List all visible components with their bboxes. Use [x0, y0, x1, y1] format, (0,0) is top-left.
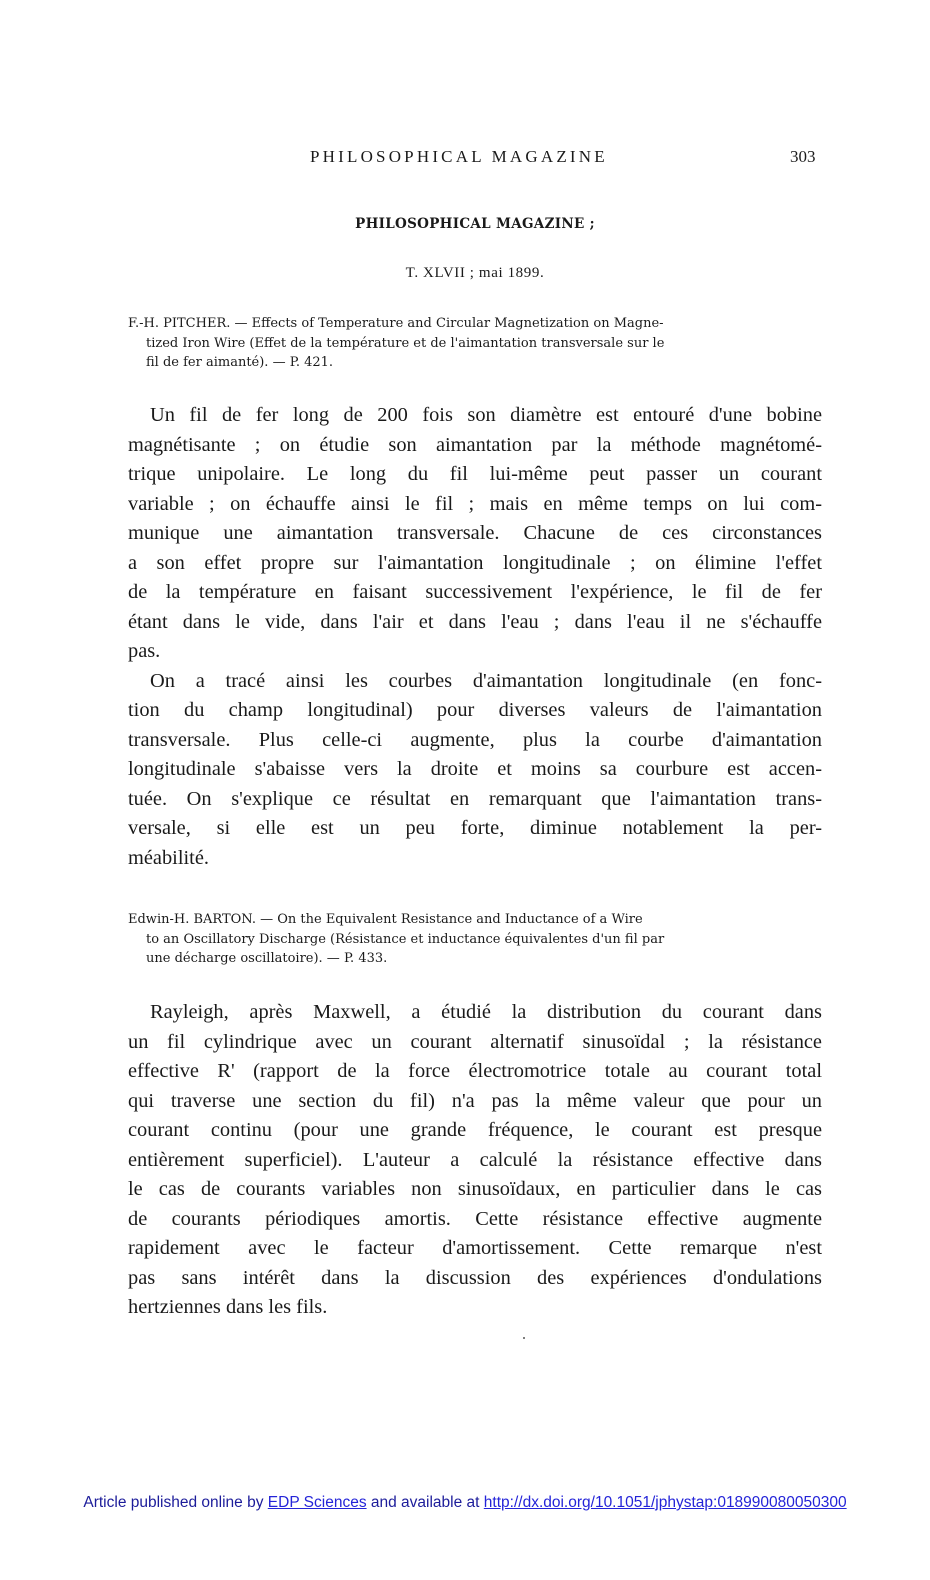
reference-line: to an Oscillatory Discharge (Résistance et inductance équivalentes d'un fil par [146, 931, 665, 947]
article-reference [128, 314, 822, 373]
body-line: versale, si elle est un peu forte, diminue notablement la per- [128, 817, 822, 839]
body-line: tuée. On s'explique ce résultat en remarquant que l'aimantation trans- [128, 787, 822, 810]
body-line: munique une aimantation transversale. Chacune de ces circonstances [128, 522, 822, 544]
body-line: Un fil de fer long de 200 fois son diamètre est entouré d'une bobine [150, 404, 822, 426]
reference-line: F.-H. PITCHER. — Effects of Temperature and Circular Magnetization on Magne- [128, 316, 664, 331]
body-line: a son effet propre sur l'aimantation longitudinale ; on élimine l'effet [128, 551, 822, 574]
body-line: tion du champ longitudinal) pour diverses valeurs de l'aimantation [128, 699, 822, 721]
reference-line: Edwin-H. BARTON. — On the Equivalent Resistance and Inductance of a Wire [128, 912, 643, 927]
body-line: trique unipolaire. Le long du fil lui-même peut passer un courant [128, 463, 822, 485]
doi-link[interactable]: http://dx.doi.org/10.1051/jphystap:018990080050300 [483, 1494, 847, 1511]
reference-line: une décharge oscillatoire). — P. 433. [146, 951, 388, 966]
body-line: le cas de courants variables non sinusoïdaux, en particulier dans le cas [128, 1178, 822, 1200]
reference-line: fil de fer aimanté). — P. 421. [146, 355, 334, 370]
body-line: courant continu (pour une grande fréquence, le courant est presque [128, 1119, 822, 1141]
footer-middle: and available at [370, 1494, 480, 1511]
publisher-link[interactable]: EDP Sciences [267, 1494, 367, 1511]
article-body [128, 998, 822, 1323]
body-line: entièrement superficiel). L'auteur a calculé la résistance effective dans [128, 1148, 822, 1171]
body-line: magnétisante ; on étudie son aimantation par la méthode magnétomé- [128, 433, 822, 456]
body-line: variable ; on échauffe ainsi le fil ; mais en même temps on lui com- [128, 492, 822, 515]
body-line: méabilité. [128, 846, 209, 869]
article-reference [128, 910, 822, 969]
body-line: hertziennes dans les fils. [128, 1296, 328, 1318]
body-line: qui traverse une section du fil) n'a pas la même valeur que pour un [128, 1089, 822, 1112]
footer-prefix: Article published online by [83, 1494, 264, 1511]
body-line: étant dans le vide, dans l'air et dans l'eau ; dans l'eau il ne s'échauffe [128, 610, 822, 633]
body-line: de la température en faisant successivement l'expérience, le fil de fer [128, 581, 822, 603]
body-line: effective R' (rapport de la force électromotrice totale au courant total [128, 1060, 822, 1082]
body-line: de courants périodiques amortis. Cette résistance effective augmente [128, 1207, 822, 1230]
body-line: un fil cylindrique avec un courant alternatif sinusoïdal ; la résistance [128, 1030, 822, 1053]
body-line: pas. [128, 640, 161, 662]
publication-footer [0, 1494, 930, 1512]
reference-line: tized Iron Wire (Effet de la température et de l'aimantation transversale sur le [146, 335, 665, 351]
body-line: transversale. Plus celle-ci augmente, plus la courbe d'aimantation [128, 728, 822, 751]
body-line: rapidement avec le facteur d'amortissement. Cette remarque n'est [128, 1237, 822, 1259]
running-title: PHILOSOPHICAL MAGAZINE [310, 147, 608, 166]
ink-speck [523, 1337, 525, 1339]
body-line: longitudinale s'abaisse vers la droite et moins sa courbure est accen- [128, 758, 822, 780]
body-line: pas sans intérêt dans la discussion des expériences d'ondulations [128, 1266, 822, 1289]
issue-line: T. XLVII ; mai 1899. [405, 265, 545, 281]
body-line: Rayleigh, après Maxwell, a étudié la distribution du courant dans [150, 1001, 822, 1023]
body-line: On a tracé ainsi les courbes d'aimantation longitudinale (en fonc- [150, 669, 822, 692]
page-number: 303 [790, 147, 816, 166]
journal-title: PHILOSOPHICAL MAGAZINE ; [355, 216, 595, 232]
running-head [0, 147, 930, 171]
article-body [128, 401, 822, 873]
